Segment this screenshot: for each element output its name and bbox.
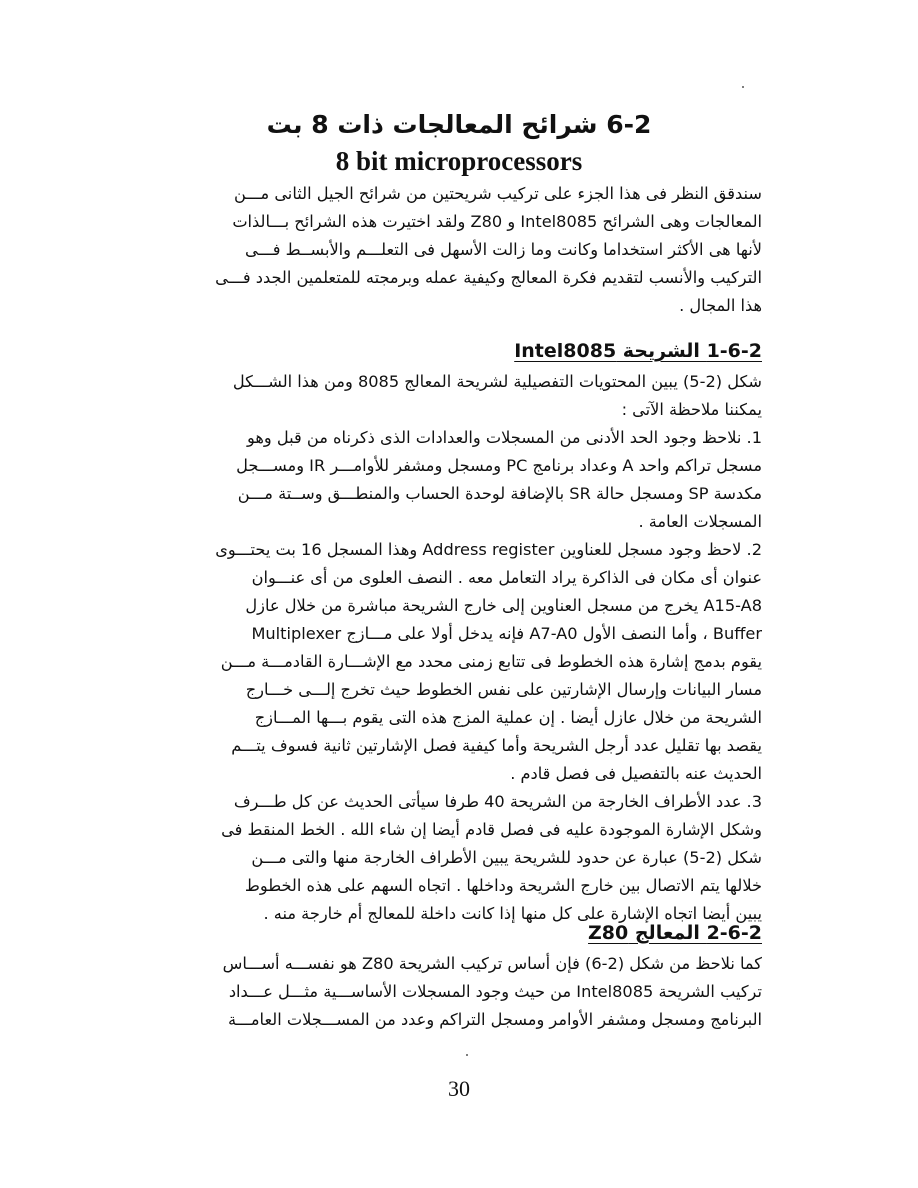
chapter-title-english: 8 bit microprocessors (335, 146, 583, 176)
chapter-title-arabic: 6-2 شرائح المعالجات ذات 8 بت (266, 110, 652, 139)
text-line: لأنها هى الأكثر استخداما وكانت وما زالت الأسهل فى التعلـــم والأبســط فـــى (245, 240, 762, 259)
section-heading-intel8085: 1-6-2 الشريحة Intel8085 (514, 340, 762, 362)
section-body-intel8085 (128, 368, 762, 928)
text-line: شكل (2-5) عبارة عن حدود للشريحة يبين الأطراف الخارجة منها والتى مـــن (251, 848, 762, 867)
page-number: 30 (448, 1076, 470, 1101)
text-line: الشريحة من خلال عازل أيضا . إن عملية المزج هذه التى يقوم بـــها المـــازج (254, 708, 762, 727)
text-line: 2. لاحظ وجود مسجل للعناوين Address register وهذا المسجل 16 بت يحتـــوى (215, 540, 762, 559)
section-body-z80 (128, 950, 762, 1034)
text-line: A15-A8 يخرج من مسجل العناوين إلى خارج الشريحة مباشرة من خلال عازل (245, 596, 762, 615)
section-heading-z80: 2-6-2 المعالج Z80 (588, 922, 762, 944)
text-line: عنوان أى مكان فى الذاكرة يراد التعامل معه . النصف العلوى من أى عنـــوان (251, 568, 762, 587)
scan-speck (742, 86, 744, 88)
text-line: شكل (2-5) يبين المحتويات التفصيلية لشريحة المعالج 8085 ومن هذا الشـــكل (232, 372, 762, 391)
text-line: يمكننا ملاحظة الآتى : (621, 400, 762, 419)
intro-paragraph (128, 180, 762, 320)
text-line: هذا المجال . (679, 296, 762, 315)
scan-speck (466, 1054, 468, 1056)
text-line: الحديث عنه بالتفصيل فى فصل قادم . (510, 764, 762, 783)
text-line: 3. عدد الأطراف الخارجة من الشريحة 40 طرفا سيأتى الحديث عن كل طـــرف (233, 792, 762, 811)
text-line: مسار البيانات وإرسال الإشارتين على نفس الخطوط حيث تخرج إلـــى خـــارج (245, 680, 762, 699)
text-line: يقصد بها تقليل عدد أرجل الشريحة وأما كيفية فصل الإشارتين ثانية فسوف يتـــم (231, 736, 762, 755)
text-line: المسجلات العامة . (638, 512, 762, 531)
text-line: مكدسة SP ومسجل حالة SR بالإضافة لوحدة الحساب والمنطـــق وســتة مـــن (237, 484, 762, 503)
text-line: سندقق النظر فى هذا الجزء على تركيب شريحتين من شرائح الجيل الثانى مـــن (233, 184, 762, 203)
text-line: وشكل الإشارة الموجودة عليه فى فصل قادم أيضا إن شاء الله . الخط المنقط فى (221, 820, 762, 839)
text-line: يقوم بدمج إشارة هذه الخطوط فى تتابع زمنى محدد مع الإشـــارة القادمـــة مـــن (220, 652, 762, 671)
text-line: خلالها يتم الاتصال بين خارج الشريحة وداخلها . اتجاه السهم على هذه الخطوط (244, 876, 762, 895)
text-line: التركيب والأنسب لتقديم فكرة المعالج وكيفية عمله وبرمجته للمتعلمين الجدد فـــى (215, 268, 762, 287)
text-line: كما نلاحظ من شكل (2-6) فإن أساس تركيب الشريحة Z80 هو نفســـه أســـاس (222, 954, 762, 973)
text-line: Buffer ، وأما النصف الأول A7-A0 فإنه يدخل أولا على مـــازج Multiplexer (251, 624, 762, 643)
text-line: مسجل تراكم واحد A وعداد برنامج PC ومسجل ومشفر للأوامـــر IR ومســـجل (236, 456, 762, 475)
text-line: تركيب الشريحة Intel8085 من حيث وجود المسجلات الأساســـية مثـــل عـــداد (228, 982, 762, 1001)
text-line: 1. نلاحظ وجود الحد الأدنى من المسجلات والعدادات الذى ذكرناه من قبل وهو (247, 428, 762, 447)
text-line: المعالجات وهى الشرائح Intel8085 و Z80 ولقد اختيرت هذه الشرائح بـــالذات (232, 212, 762, 231)
text-line: البرنامج ومسجل ومشفر الأوامر ومسجل التراكم وعدد من المســـجلات العامـــة (227, 1010, 762, 1029)
text-line: يبين أيضا اتجاه الإشارة على كل منها إذا كانت داخلة للمعالج أم خارجة منه . (263, 904, 762, 923)
